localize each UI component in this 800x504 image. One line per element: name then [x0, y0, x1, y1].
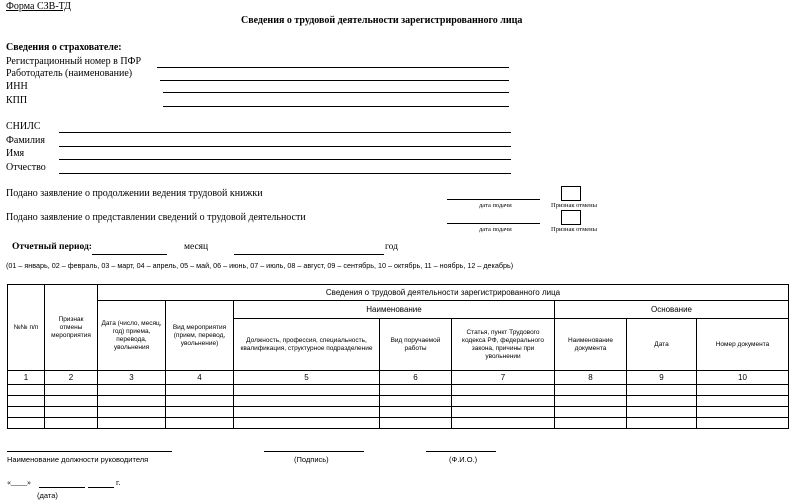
column-number: 6	[380, 371, 452, 385]
label-snils: СНИЛС	[6, 121, 41, 132]
date-month-field[interactable]	[39, 487, 85, 488]
application-workbook-date-field[interactable]	[447, 199, 540, 200]
col-header-doc-name: Наименование документа	[555, 319, 627, 371]
table-cell[interactable]	[166, 385, 234, 396]
period-month-field[interactable]	[92, 254, 167, 255]
group-header-basis: Основание	[555, 301, 789, 319]
field-last-name[interactable]	[59, 146, 511, 147]
table-row	[8, 418, 789, 429]
table-row	[8, 385, 789, 396]
table-cell[interactable]	[8, 396, 45, 407]
col-header-date: Дата (число, месяц, год) приема, перевода, увольнения	[98, 301, 166, 371]
table-main-header: Сведения о трудовой деятельности зарегистрированного лица	[98, 285, 789, 301]
application-workbook-cancel-caption: Признак отмены	[551, 202, 597, 209]
table-cell[interactable]	[627, 396, 697, 407]
col-header-position: Должность, профессия, специальность, квалификация, структурное подразделение	[234, 319, 380, 371]
field-first-name[interactable]	[59, 159, 511, 160]
fio-field[interactable]	[426, 451, 496, 452]
table-cell[interactable]	[234, 418, 380, 429]
table-cell[interactable]	[98, 396, 166, 407]
field-employer[interactable]	[160, 80, 509, 81]
period-year-label: год	[385, 242, 398, 252]
table-cell[interactable]	[697, 385, 789, 396]
table-cell[interactable]	[452, 396, 555, 407]
position-caption: Наименование должности руководителя	[7, 455, 149, 464]
col-header-work-type: Вид поручаемой работы	[380, 319, 452, 371]
column-number: 10	[697, 371, 789, 385]
table-cell[interactable]	[234, 407, 380, 418]
table-cell[interactable]	[45, 418, 98, 429]
table-cell[interactable]	[45, 396, 98, 407]
table-cell[interactable]	[166, 407, 234, 418]
column-number: 2	[45, 371, 98, 385]
period-month-label: месяц	[184, 242, 209, 252]
date-caption: (дата)	[37, 491, 58, 500]
application-info-date-caption: дата подачи	[479, 226, 512, 233]
period-note: (01 – январь, 02 – февраль, 03 – март, 04 – апрель, 05 – май, 06 – июнь, 07 – июль, 08 – август, 09 – сентябрь, 10 – октябрь, 11 – ноябрь, 12 – декабрь)	[6, 261, 514, 270]
table-row	[8, 407, 789, 418]
table-cell[interactable]	[8, 407, 45, 418]
group-header-name: Наименование	[234, 301, 555, 319]
table-cell[interactable]	[98, 407, 166, 418]
column-number: 4	[166, 371, 234, 385]
period-year-field[interactable]	[234, 254, 384, 255]
col-header-article: Статья, пункт Трудового кодекса РФ, федерального закона, причины при увольнении	[452, 319, 555, 371]
label-pfr-number: Регистрационный номер в ПФР	[6, 56, 141, 67]
table-cell[interactable]	[697, 407, 789, 418]
label-patronymic: Отчество	[6, 162, 46, 173]
form-label: Форма СЗВ-ТД	[6, 1, 71, 12]
col-header-event-type: Вид мероприятия (прием, перевод, увольнение)	[166, 301, 234, 371]
field-kpp[interactable]	[163, 106, 509, 107]
page-title: Сведения о трудовой деятельности зарегистрированного лица	[241, 15, 523, 26]
table-cell[interactable]	[697, 396, 789, 407]
table-cell[interactable]	[380, 396, 452, 407]
labor-activity-table	[7, 284, 789, 429]
column-number: 3	[98, 371, 166, 385]
col-header-doc-date: Дата	[627, 319, 697, 371]
col-header-number: №№ п/п	[8, 285, 45, 371]
table-cell[interactable]	[98, 385, 166, 396]
application-info-cancel-caption: Признак отмены	[551, 226, 597, 233]
field-patronymic[interactable]	[59, 173, 511, 174]
table-cell[interactable]	[380, 385, 452, 396]
label-last-name: Фамилия	[6, 135, 45, 146]
table-cell[interactable]	[452, 385, 555, 396]
column-number-row	[8, 371, 789, 385]
column-number: 7	[452, 371, 555, 385]
date-day-field[interactable]: «____»	[7, 478, 31, 487]
field-inn[interactable]	[163, 92, 509, 93]
application-info-text: Подано заявление о представлении сведений о трудовой деятельности	[6, 212, 306, 223]
table-cell[interactable]	[555, 407, 627, 418]
table-cell[interactable]	[555, 385, 627, 396]
fio-caption: (Ф.И.О.)	[449, 455, 478, 464]
date-year-suffix: г.	[116, 478, 121, 487]
column-number: 8	[555, 371, 627, 385]
table-cell[interactable]	[45, 407, 98, 418]
table-cell[interactable]	[234, 385, 380, 396]
col-header-cancel-flag: Признак отмены мероприятия	[45, 285, 98, 371]
table-cell[interactable]	[8, 385, 45, 396]
table-cell[interactable]	[380, 418, 452, 429]
application-info-date-field[interactable]	[447, 223, 540, 224]
table-row	[8, 396, 789, 407]
application-info-cancel-checkbox[interactable]	[561, 210, 581, 225]
insurer-heading: Сведения о страхователе:	[6, 42, 122, 53]
label-first-name: Имя	[6, 148, 25, 159]
period-label: Отчетный период:	[12, 242, 92, 252]
table-cell[interactable]	[555, 418, 627, 429]
table-cell[interactable]	[45, 385, 98, 396]
signature-caption: (Подпись)	[294, 455, 329, 464]
label-kpp: КПП	[6, 95, 28, 106]
field-snils[interactable]	[59, 132, 511, 133]
col-header-doc-number: Номер документа	[697, 319, 789, 371]
table-cell[interactable]	[555, 396, 627, 407]
date-year-field[interactable]	[88, 487, 114, 488]
table-cell[interactable]	[627, 418, 697, 429]
table-cell[interactable]	[234, 396, 380, 407]
table-cell[interactable]	[380, 407, 452, 418]
table-cell[interactable]	[8, 418, 45, 429]
table-cell[interactable]	[452, 418, 555, 429]
table-cell[interactable]	[627, 407, 697, 418]
application-workbook-date-caption: дата подачи	[479, 202, 512, 209]
table-cell[interactable]	[627, 385, 697, 396]
column-number: 9	[627, 371, 697, 385]
table-cell[interactable]	[452, 407, 555, 418]
position-field[interactable]	[7, 451, 172, 452]
table-cell[interactable]	[166, 418, 234, 429]
column-number: 1	[8, 371, 45, 385]
column-number: 5	[234, 371, 380, 385]
field-pfr-number[interactable]	[157, 67, 509, 68]
application-workbook-cancel-checkbox[interactable]	[561, 186, 581, 201]
signature-field[interactable]	[264, 451, 364, 452]
table-cell[interactable]	[166, 396, 234, 407]
table-cell[interactable]	[98, 418, 166, 429]
label-employer: Работодатель (наименование)	[6, 68, 133, 79]
application-workbook-text: Подано заявление о продолжении ведения трудовой книжки	[6, 188, 263, 199]
table-cell[interactable]	[697, 418, 789, 429]
label-inn: ИНН	[6, 81, 28, 92]
